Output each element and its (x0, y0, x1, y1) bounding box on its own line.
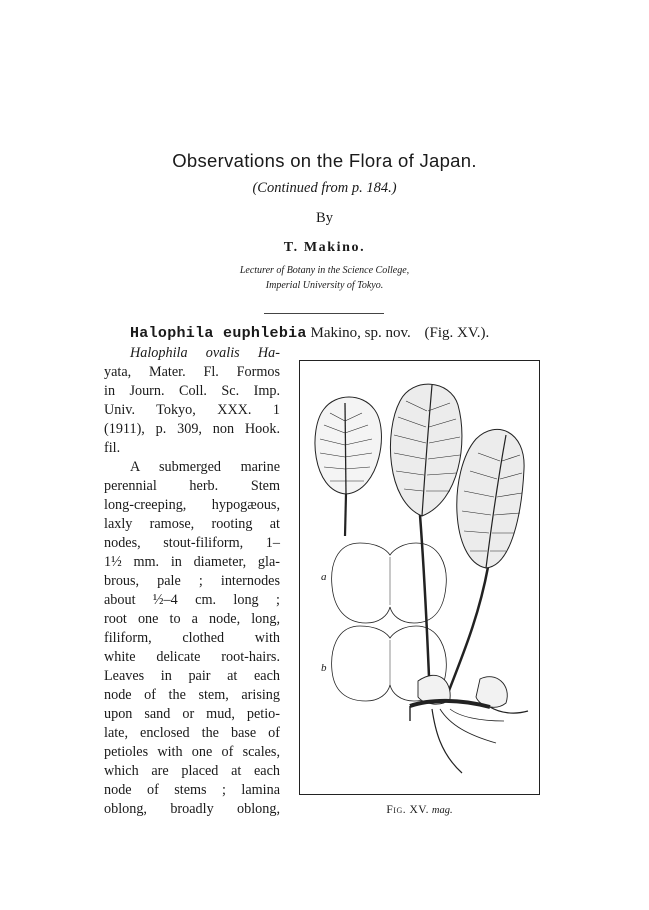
text-line: Univ. Tokyo, XXX. 1 (104, 402, 280, 418)
species-authority: Makino, sp. nov. (310, 325, 411, 341)
figure-label-b: b (321, 662, 327, 674)
text-line: long-creeping, hypogæous, (104, 497, 280, 513)
article-title: Observations on the Flora of Japan. (172, 150, 477, 171)
text-line: laxly ramose, rooting at (104, 516, 280, 532)
continuation-note: (Continued from p. 184.) (252, 180, 397, 196)
byline-label: By (316, 210, 333, 226)
figure-caption-magnification: mag. (431, 805, 453, 816)
text-line: yata, Mater. Fl. Formos (104, 364, 280, 380)
author-name: T. Makino. (283, 240, 366, 255)
text-line: filiform, clothed with (104, 630, 280, 646)
text-line: upon sand or mud, petio- (104, 706, 280, 722)
text-line: node of the stem, arising (104, 687, 280, 703)
text-line: about ½–4 cm. long ; (104, 592, 280, 608)
text-line: 1½ mm. in diameter, gla- (104, 554, 280, 570)
botanical-illustration (299, 360, 540, 795)
text-line: in Journ. Coll. Sc. Imp. (104, 383, 280, 399)
text-line: perennial herb. Stem (104, 478, 280, 494)
text-line: root one to a node, long, (104, 611, 280, 627)
text-line: petioles with one of scales, (104, 744, 280, 760)
text-line: nodes, stout-filiform, 1– (104, 535, 280, 551)
text-line: A submerged marine (130, 459, 280, 475)
text-line: Halophila ovalis Ha- (130, 345, 280, 361)
text-line: which are placed at each (104, 763, 280, 779)
species-name: Halophila euphlebia (130, 325, 307, 342)
text-line: Leaves in pair at each (104, 668, 280, 684)
text-line: late, enclosed the base of (104, 725, 280, 741)
section-divider (264, 313, 384, 314)
species-heading (130, 325, 489, 342)
figure-reference: (Fig. XV.). (424, 325, 490, 341)
figure-caption-number: Fig. XV. (386, 804, 429, 816)
figure-label-a: a (321, 571, 327, 583)
figure-caption (299, 804, 540, 816)
author-affiliation-line-2: Imperial University of Tokyo. (265, 280, 384, 291)
text-line: oblong, broadly oblong, (104, 801, 280, 817)
text-line: fil. (104, 440, 121, 456)
text-line: (1911), p. 309, non Hook. (104, 421, 280, 437)
text-line: white delicate root-hairs. (104, 649, 280, 665)
plant-drawing (300, 361, 538, 793)
text-line: brous, pale ; internodes (104, 573, 280, 589)
author-affiliation-line-1: Lecturer of Botany in the Science College, (239, 265, 410, 276)
text-line: node of stems ; lamina (104, 782, 280, 798)
